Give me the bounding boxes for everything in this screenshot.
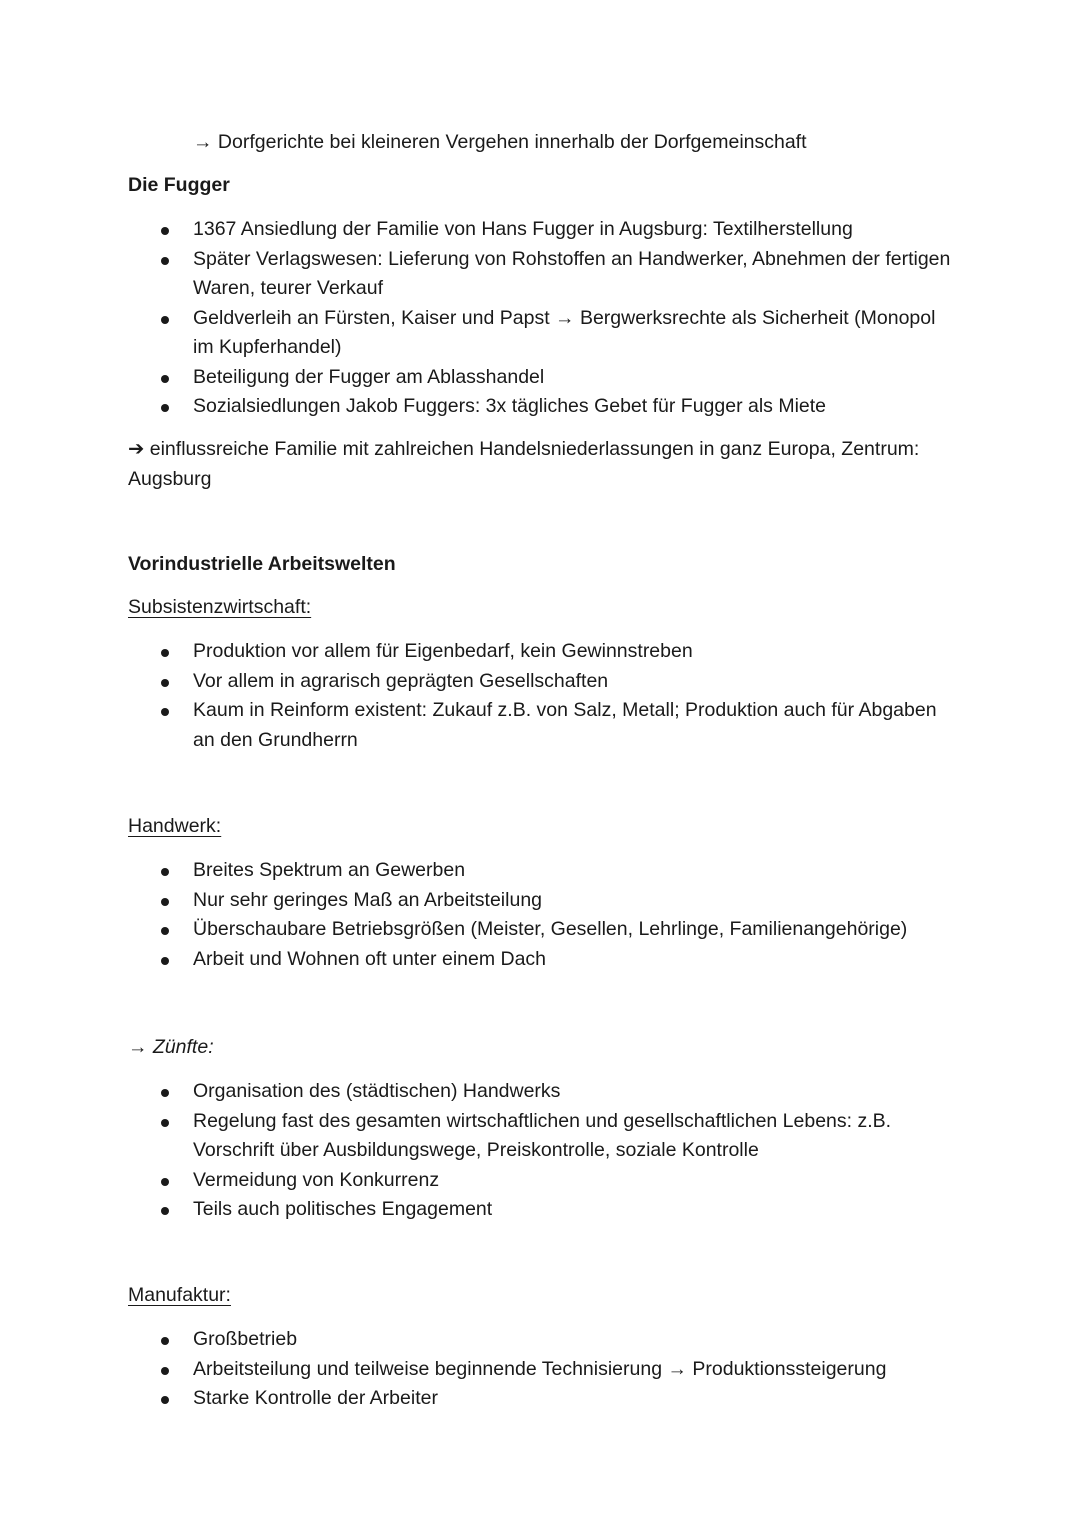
section-heading-arbeitswelten: Vorindustrielle Arbeitswelten xyxy=(128,553,396,575)
list-item: Vor allem in agrarisch geprägten Gesellschaften xyxy=(0,667,1080,697)
subsistenz-list xyxy=(0,637,1080,755)
fugger-list xyxy=(0,215,1080,422)
list-item: Vermeidung von Konkurrenz xyxy=(0,1166,1080,1196)
list-item: Nur sehr geringes Maß an Arbeitsteilung xyxy=(0,886,1080,916)
manufaktur-list xyxy=(0,1325,1080,1414)
list-item: Produktion vor allem für Eigenbedarf, kein Gewinnstreben xyxy=(0,637,1080,667)
zuenfte-list xyxy=(0,1077,1080,1225)
intro-line: → Dorfgerichte bei kleineren Vergehen innerhalb der Dorfgemeinschaft xyxy=(193,131,807,153)
subheading-handwerk: Handwerk: xyxy=(128,815,222,837)
list-item: Starke Kontrolle der Arbeiter xyxy=(0,1384,1080,1414)
list-item: 1367 Ansiedlung der Familie von Hans Fugger in Augsburg: Textilherstellung xyxy=(0,215,1080,245)
list-item: Geldverleih an Fürsten, Kaiser und Papst → Bergwerksrechte als Sicherheit (Monopol im Kupferhandel) xyxy=(0,304,1080,363)
list-item: Arbeit und Wohnen oft unter einem Dach xyxy=(0,945,1080,975)
list-item: Organisation des (städtischen) Handwerks xyxy=(0,1077,1080,1107)
subheading-subsistenz: Subsistenzwirtschaft: xyxy=(128,596,312,618)
list-item: Breites Spektrum an Gewerben xyxy=(0,856,1080,886)
list-item: Arbeitsteilung und teilweise beginnende Technisierung → Produktionssteigerung xyxy=(0,1355,1080,1385)
list-item: Beteiligung der Fugger am Ablasshandel xyxy=(0,363,1080,393)
list-item: Kaum in Reinform existent: Zukauf z.B. von Salz, Metall; Produktion auch für Abgaben an den Grundherrn xyxy=(0,696,1080,755)
list-item: Regelung fast des gesamten wirtschaftlichen und gesellschaftlichen Lebens: z.B. Vorschrift über Ausbildungswege, Preiskontrolle, soziale Kontrolle xyxy=(0,1107,1080,1166)
list-item: Sozialsiedlungen Jakob Fuggers: 3x tägliches Gebet für Fugger als Miete xyxy=(0,392,1080,422)
list-item: Großbetrieb xyxy=(0,1325,1080,1355)
list-item: Überschaubare Betriebsgrößen (Meister, Gesellen, Lehrlinge, Familienangehörige) xyxy=(0,915,1080,945)
section-heading-fugger: Die Fugger xyxy=(128,174,230,196)
list-item: Teils auch politisches Engagement xyxy=(0,1195,1080,1225)
fugger-conclusion: ➔ einflussreiche Familie mit zahlreichen Handelsniederlassungen in ganz Europa, Zentrum: Augsburg xyxy=(128,438,920,490)
subheading-zuenfte: → Zünfte: xyxy=(128,1036,214,1058)
subheading-manufaktur: Manufaktur: xyxy=(128,1284,231,1306)
list-item: Später Verlagswesen: Lieferung von Rohstoffen an Handwerker, Abnehmen der fertigen Waren, teurer Verkauf xyxy=(0,245,1080,304)
handwerk-list xyxy=(0,856,1080,974)
